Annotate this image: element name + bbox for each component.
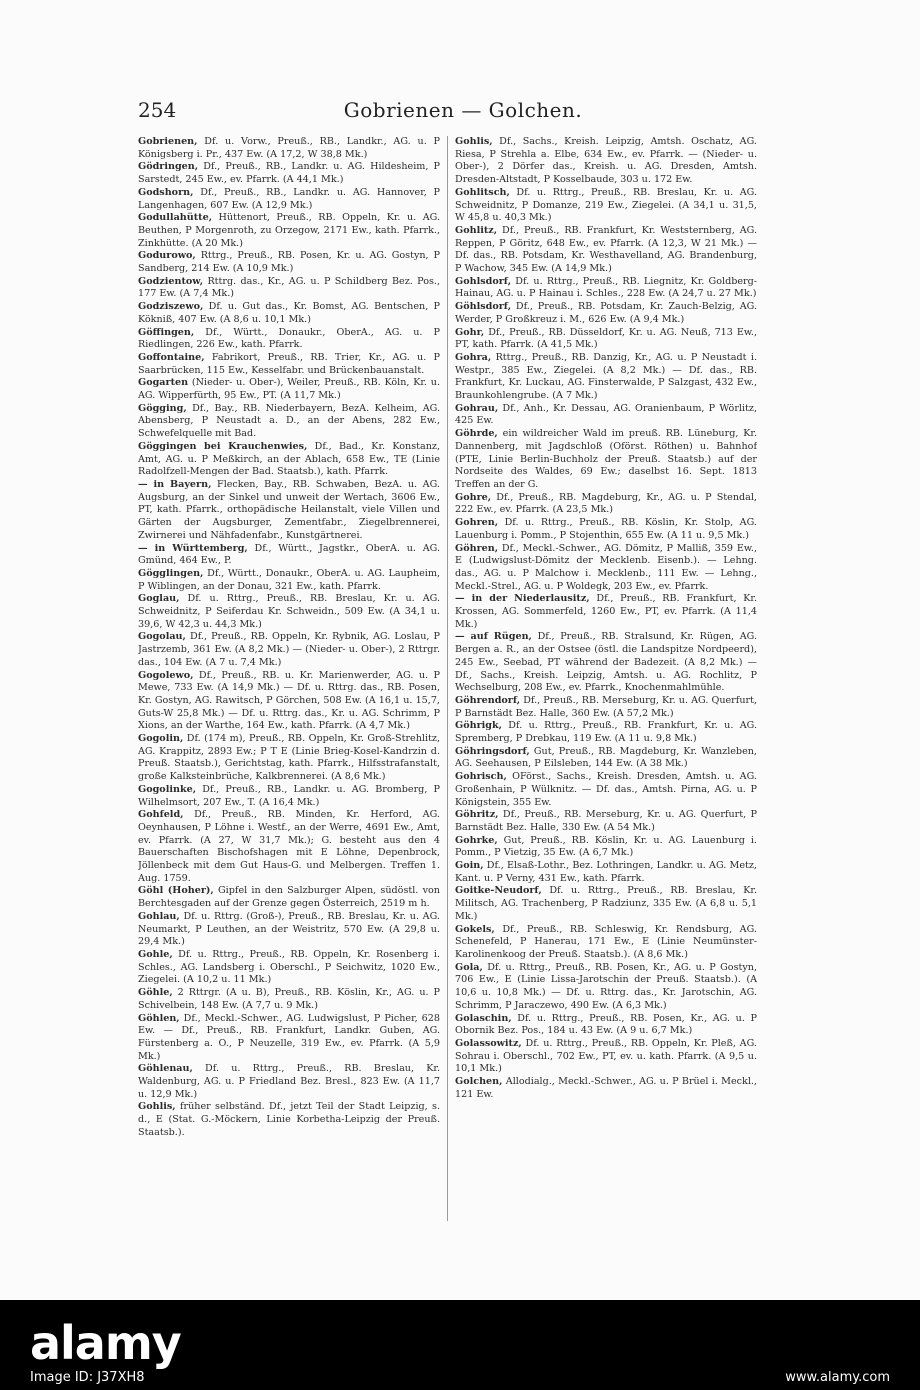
dictionary-entry [455,136,757,187]
entry-text: Df. u. Rttrg., Preuß., RB. Posen, Kr., AG. u. P Gostyn, 706 Ew., E (Linie Lissa-Jarotschin der Preuß. Staatsb.). (A 10,6 u. 10,8 Mk.) — Df. u. Rttrg. das., Kr. Jarotschin, AG. Schrimm, P Jaraczewo, 490 Ew. (A 6,3 Mk.) [455,961,757,1011]
entry-text: Df., Preuß., RB. Stralsund, Kr. Rügen, AG. Bergen a. R., an der Ostsee (östl. die Landspitze Nordpeerd), 245 Ew., Seebad, PT während der Badezeit. (A 8,2 Mk.) — Df., Sachs., Kreish. Leipzig, Amtsh. u. AG. Rochlitz, P Wechselburg, 208 Ew., ev. Pfarrk., Knochenmahlmühle. [455,631,757,694]
entry-headword: Gokels, [455,923,495,935]
dictionary-entry [455,631,757,695]
dictionary-entry [138,403,440,441]
dictionary-entry [455,276,757,301]
entry-text: Df., Meckl.-Schwer., AG. Ludwigslust, P Picher, 628 Ew. — Df., Preuß., RB. Frankfurt, Landkr. Guben, AG. Fürstenberg a. O., P Neuzelle, 319 Ew., ev. Pfarrk. (A 5,9 Mk.) [138,1012,440,1062]
dictionary-entry [455,962,757,1013]
dictionary-entry [455,187,757,225]
entry-headword: Gohfeld, [138,809,184,821]
entry-text: Df., Preuß., RB. Minden, Kr. Herford, AG. Oeynhausen, P Löhne i. Westf., an der Werre, 4691 Ew., Amt, ev. Pfarrk. (A 27, W 31,7 Mk.); G. besteht aus den 4 Bauerschaften Bischofshagen mit E Löhne, Depenbrock, Jöllenbeck mit dem Gut Haus-G. und Melbergen. Treffen 1. Aug. 1759. [138,809,440,884]
entry-text: Df. u. Rttrg., Preuß., RB. Liegnitz, Kr. Goldberg-Hainau, AG. u. P Hainau i. Schles., 228 Ew. (A 24,7 u. 27 Mk.) [455,275,757,300]
dictionary-entry [455,1038,757,1076]
dictionary-entry [455,543,757,594]
entry-text: früher selbständ. Df., jetzt Teil der Stadt Leipzig, s. d., E (Stat. G.-Möckern, Linie Korbetha-Leipzig der Preuß. Staatsb.). [138,1101,440,1138]
entry-text: Df. u. Vorw., Preuß., RB., Landkr., AG. u. P Königsberg i. Pr., 437 Ew. (A 17,2, W 38,8 Mk.) [138,136,440,160]
entry-text: Df. u. Rttrg. (Groß-), Preuß., RB. Breslau, Kr. u. AG. Neumarkt, P Leuthen, an der Weistritz, 570 Ew. (A 29,8 u. 29,4 Mk.) [138,910,440,948]
entry-text: Df. u. Rttrg., Preuß., RB. Frankfurt, Kr. u. AG. Spremberg, P Drebkau, 119 Ew. (A 11 u. 9,8 Mk.) [455,720,757,745]
entry-text: Df., Preuß., RB. u. Kr. Marienwerder, AG. u. P Mewe, 733 Ew. (A 14,9 Mk.) — Df. u. Rttrg. das., RB. Posen, Kr. Gostyn, AG. Rawitsch, P Görchen, 508 Ew. (A 16,1 u. 15,7, Guts-W 25,8 Mk.) — Df. u. Rttrg. das., Kr. u. AG. Schrimm, P Xions, an der Warthe, 164 Ew., kath. Pfarrk. (A 4,7 Mk.) [138,669,440,732]
entry-headword: Gogolin, [138,733,184,745]
entry-text: Df. u. Rttrg., Preuß., RB. Köslin, Kr. Stolp, AG. Lauenburg i. Pomm., P Stojenthin, 655 Ew. (A 11 u. 9,5 Mk.) [455,517,757,541]
entry-text: Df., Württ., Jagstkr., OberA. u. AG. Gmünd, 464 Ew., P. [138,542,440,567]
entry-text: 2 Rttrgr. (A u. B), Preuß., RB. Köslin, Kr., AG. u. P Schivelbein, 148 Ew. (A 7,7 u. 9 Mk.) [138,987,440,1011]
entry-headword: Gohlis, [138,1101,176,1113]
dictionary-entry [455,593,757,631]
entry-text: Df. u. Rttrg., Preuß., RB. Breslau, Kr. u. AG. Schweidnitz, P Seiferdau Kr. Schweidn., 509 Ew. (A 34,1 u. 39,6, W 42,3 u. 44,3 Mk.) [138,593,440,630]
entry-headword: Gobrienen, [138,136,198,147]
dictionary-entry [455,924,757,962]
dictionary-entry [138,479,440,543]
entry-text: Df. u. Rttrg., Preuß., RB. Breslau, Kr. Waldenburg, AG. u. P Friedland Bez. Bresl., 823 Ew. (A 11,7 u. 12,9 Mk.) [138,1063,440,1100]
entry-text: Hüttenort, Preuß., RB. Oppeln, Kr. u. AG. Beuthen, P Morgenroth, zu Orzegow, 2171 Ew., kath. Pfarrk., Zinkhütte. (A 20 Mk.) [138,212,440,249]
entry-headword: Göhren, [455,542,499,554]
entry-text: Df., Preuß., RB. Düsseldorf, Kr. u. AG. Neuß, 713 Ew., PT, kath. Pfarrk. (A 41,5 Mk.) [455,326,757,351]
entry-headword: Gohren, [455,517,499,529]
entry-headword: Gödringen, [138,161,199,173]
entry-headword: Gohrisch, [455,771,507,783]
page-number: 254 [138,98,177,122]
dictionary-entry [455,809,757,834]
dictionary-entry [455,1076,757,1101]
dictionary-entry [138,809,440,885]
dictionary-entry [138,543,440,568]
entry-headword: Gögglingen, [138,567,204,579]
entry-text: Df., Preuß., RB. Schleswig, Kr. Rendsburg, AG. Schenefeld, P Hanerau, 171 Ew., E (Linie Neumünster-Karolinenkoog der Preuß. Staatsb.). (A 8,6 Mk.) [455,923,757,960]
entry-headword: — in der Niederlausitz, [455,593,590,605]
dictionary-entry [138,631,440,669]
entry-text: (Nieder- u. Ober-), Weiler, Preuß., RB. Köln, Kr. u. AG. Wipperfürth, 95 Ew., PT. (A 11,7 Mk.) [138,377,440,402]
dictionary-entry [455,428,757,492]
dictionary-entry [138,987,440,1012]
entry-text: Df. u. Gut das., Kr. Bomst, AG. Bentschen, P Kökniß, 407 Ew. (A 8,6 u. 10,1 Mk.) [138,301,440,325]
dictionary-entry [138,377,440,402]
entry-text: Allodialg., Meckl.-Schwer., AG. u. P Brüel i. Meckl., 121 Ew. [455,1076,757,1100]
stock-url-label: www.alamy.com [785,1370,890,1385]
entry-text: Df., Anh., Kr. Dessau, AG. Oranienbaum, P Wörlitz, 425 Ew. [455,402,757,427]
dictionary-entry [138,327,440,352]
entry-headword: Goglau, [138,593,180,605]
entry-text: OFörst., Sachs., Kreish. Dresden, Amtsh. u. AG. Großenhain, P Wülknitz. — Df. das., Amtsh. Pirna, AG. u. P Königstein, 355 Ew. [455,771,757,808]
image-id-label: Image ID: J37XH8 [30,1370,145,1385]
page-header [138,98,788,124]
entry-headword: Godshorn, [138,186,194,198]
entry-text: Df., Preuß., RB. Merseburg, Kr. u. AG. Querfurt, P Barnstädt Bez. Halle, 330 Ew. (A 54 Mk.) [455,809,757,833]
entry-headword: Godurowo, [138,250,196,262]
dictionary-entry [455,492,757,517]
dictionary-entry [138,885,440,910]
dictionary-entry [455,860,757,885]
entry-headword: Gohlis, [455,136,493,147]
entry-headword: Gogolewo, [138,669,194,681]
entry-text: Df., Preuß., RB. Frankfurt, Kr. Weststernberg, AG. Reppen, P Göritz, 648 Ew., ev. Pfarrk. (A 12,3, W 21 Mk.) — Df. das., RB. Potsdam, Kr. Westhavelland, AG. Brandenburg, P Wachow, 345 Ew. (A 14,9 Mk.) [455,224,757,275]
entry-headword: — in Württemberg, [138,542,248,554]
entry-text: Gut, Preuß., RB. Köslin, Kr. u. AG. Lauenburg i. Pomm., P Vietzig, 35 Ew. (A 6,7 Mk.) [455,834,757,859]
entry-text: Rttrg. das., Kr., AG. u. P Schildberg Bez. Pos., 177 Ew. (A 7,4 Mk.) [138,275,440,300]
entry-text: Gipfel in den Salzburger Alpen, südöstl. von Berchtesgaden auf der Grenze gegen Österreich, 2519 m h. [138,885,440,910]
entry-text: Df., Sachs., Kreish. Leipzig, Amtsh. Oschatz, AG. Riesa, P Strehla a. Elbe, 634 Ew., ev. Pfarrk. — (Nieder- u. Ober-), 2 Dörfer das., Kreish. u. AG. Dresden, Amtsh. Dresden-Altstadt, P Kosselbaude, 303 u. 172 Ew. [455,136,757,186]
entry-text: Df., Preuß., RB. Potsdam, Kr. Zauch-Belzig, AG. Werder, P Großkreuz i. M., 626 Ew. (A 9,4 Mk.) [455,301,757,325]
dictionary-entry [455,225,757,276]
entry-headword: Godullahütte, [138,212,213,224]
entry-headword: Goin, [455,860,484,872]
entry-text: Df. u. Rttrg., Preuß., RB. Oppeln, Kr. Pleß, AG. Sohrau i. Oberschl., 702 Ew., PT, ev. u. kath. Pfarrk. (A 9,5 u. 10,1 Mk.) [455,1037,757,1075]
entry-headword: Gohre, [455,491,492,503]
entry-text: Df., Meckl.-Schwer., AG. Dömitz, P Malliß, 359 Ew., E (Ludwigslust-Dömitz der Mecklenb. Eisenb.). — Lehng. das., AG. u. P Malchow i. Mecklenb., 111 Ew. — Lehng., Meckl.-Strel., AG. u. P Woldegk, 203 Ew., ev. Pfarrk. [455,542,757,592]
dictionary-entry [455,771,757,809]
entry-text: Df., Württ., Donaukr., OberA., AG. u. P Riedlingen, 226 Ew., kath. Pfarrk. [138,326,440,351]
entry-headword: Golaschin, [455,1012,512,1024]
entry-headword: Göhritz, [455,809,499,821]
entry-text: Df., Bay., RB. Niederbayern, BezA. Kelheim, AG. Abensberg, P Neustadt a. D., an der Abens, 282 Ew., Schwefelquelle mit Bad. [138,402,440,440]
entry-text: Gut, Preuß., RB. Magdeburg, Kr. Wanzleben, AG. Seehausen, P Eilsleben, 144 Ew. (A 38 Mk.) [455,745,757,770]
entry-text: Df., Preuß., RB. Merseburg, Kr. u. AG. Querfurt, P Barnstädt Bez. Halle, 360 Ew. (A 57,2 Mk.) [455,694,757,719]
entry-text: Df., Elsaß-Lothr., Bez. Lothringen, Landkr. u. AG. Metz, Kant. u. P Verny, 431 Ew., kath. Pfarrk. [455,860,757,884]
dictionary-entry [455,327,757,352]
entry-headword: — in Bayern, [138,478,212,490]
dictionary-entry [138,187,440,212]
dictionary-entry [138,250,440,275]
entry-headword: Göffingen, [138,326,195,338]
dictionary-entry [138,1063,440,1101]
dictionary-entry [138,949,440,987]
dictionary-entry [138,352,440,377]
dictionary-entry [138,593,440,631]
entry-headword: Gohlitsch, [455,186,510,198]
watermark-logo: alamy [30,1316,181,1370]
entry-text: Flecken, Bay., RB. Schwaben, BezA. u. AG. Augsburg, an der Sinkel und unweit der Wertach, 3606 Ew., PT, kath. Pfarrk., orthopädische Heilanstalt, viele Villen und Gärten der Augsburger, Zementfabr., Ziegelbrennerei, Zwirnerei und Nähfadenfabr., Kunstgärtnerei. [138,478,440,541]
dictionary-entry [455,695,757,720]
dictionary-entry [455,301,757,326]
entry-text: Df., Bad., Kr. Konstanz, Amt, AG. u. P Meßkirch, an der Ablach, 658 Ew., TE (Linie Radolfzell-Mengen der Bad. Staatsb.), kath. Pfarrk. [138,440,440,478]
entry-headword: Gogolinke, [138,783,197,795]
entry-headword: Gohlau, [138,910,180,922]
dictionary-entry [455,835,757,860]
dictionary-entry [138,784,440,809]
entry-headword: — auf Rügen, [455,631,532,643]
column-divider [447,136,448,1221]
entry-headword: Göhrendorf, [455,694,521,706]
entry-text: Df., Preuß., RB. Magdeburg, Kr., AG. u. P Stendal, 222 Ew., ev. Pfarrk. (A 23,5 Mk.) [455,491,757,516]
dictionary-entry [138,733,440,784]
entry-headword: Gohra, [455,351,492,363]
dictionary-entry [138,301,440,326]
entry-text: Df. u. Rttrg., Preuß., RB. Posen, Kr., AG. u. P Obornik Bez. Pos., 184 u. 43 Ew. (A 9 u. 6,7 Mk.) [455,1012,757,1037]
dictionary-entry [455,1013,757,1038]
entry-headword: Golassowitz, [455,1037,522,1049]
entry-text: Df., Württ., Donaukr., OberA. u. AG. Laupheim, P Wiblingen, an der Donau, 321 Ew., kath. Pfarrk. [138,567,440,592]
entry-text: Df. (174 m), Preuß., RB. Oppeln, Kr. Groß-Strehlitz, AG. Krappitz, 2893 Ew.; P T E (Linie Brieg-Kosel-Kandrzin d. Preuß. Staatsb.), Gerichtstag, kath. Pfarrk., Hilfsstrafanstalt, große Kalksteinbrüche, Kalkbrennerei. (A 8,6 Mk.) [138,733,440,783]
entry-text: Df., Preuß., RB., Landkr. u. AG. Hildesheim, P Sarstedt, 245 Ew., ev. Pfarrk. (A 44,1 Mk.) [138,161,440,186]
dictionary-entry [138,136,440,161]
entry-headword: Gohlitz, [455,224,498,236]
dictionary-entry [455,885,757,923]
entry-headword: Goffontaine, [138,351,205,363]
entry-headword: Gola, [455,961,483,973]
dictionary-entry [455,517,757,542]
dictionary-entry [138,670,440,734]
entry-headword: Gohrke, [455,834,498,846]
dictionary-entry [138,276,440,301]
entry-text: Df., Preuß., RB. Frankfurt, Kr. Krossen, AG. Sommerfeld, 1260 Ew., PT, ev. Pfarrk. (A 11,4 Mk.) [455,593,757,630]
entry-headword: Gogarten [138,377,189,389]
entry-headword: Goitke-Neudorf, [455,885,542,897]
entry-headword: Godziszewo, [138,301,204,313]
entry-text: Df., Preuß., RB., Landkr. u. AG. Bromberg, P Wilhelmsort, 207 Ew., T. (A 16,4 Mk.) [138,783,440,808]
entry-text: Rttrg., Preuß., RB. Danzig, Kr., AG. u. P Neustadt i. Westpr., 385 Ew., Ziegelei. (A 8,2 Mk.) — Df. das., RB. Frankfurt, Kr. Luckau, AG. Finsterwalde, P Salzgast, 432 Ew., Braunkohlengrube. (A 7 Mk.) [455,351,757,402]
entry-headword: Göhlsdorf, [455,301,512,313]
dictionary-entry [455,403,757,428]
running-title: Gobrienen — Golchen. [343,98,583,122]
dictionary-entry [138,441,440,479]
dictionary-entry [138,161,440,186]
dictionary-entry [138,1101,440,1139]
entry-text: Df. u. Rttrg., Preuß., RB. Breslau, Kr. Militsch, AG. Trachenberg, P Radziunz, 335 Ew. (A 6,8 u. 5,1 Mk.) [455,885,757,922]
dictionary-entry [138,1013,440,1064]
entry-headword: Göhrde, [455,428,498,440]
dictionary-entry [455,746,757,771]
entry-headword: Gögging, [138,402,187,414]
dictionary-entry [138,212,440,250]
entry-headword: Gohle, [138,949,173,960]
entry-headword: Göhlen, [138,1012,180,1024]
entry-headword: Godzientow, [138,275,204,287]
entry-headword: Göhrigk, [455,720,502,732]
entry-headword: Göhle, [138,987,173,999]
dictionary-entry [138,568,440,593]
entry-text: Fabrikort, Preuß., RB. Trier, Kr., AG. u. P Saarbrücken, 115 Ew., Kesselfabr. und Brückenbauanstalt. [138,351,440,376]
entry-headword: Gohr, [455,326,485,338]
entry-headword: Golchen, [455,1076,503,1088]
entry-headword: Göggingen bei Krauchenwies, [138,440,308,452]
entry-headword: Gogolau, [138,631,186,643]
left-column [138,136,440,1276]
entry-text: Df., Preuß., RB., Landkr. u. AG. Hannover, P Langenhagen, 607 Ew. (A 12,9 Mk.) [138,186,440,211]
dictionary-entry [455,352,757,403]
entry-headword: Gohrau, [455,402,499,414]
entry-headword: Göhlenau, [138,1063,193,1075]
entry-text: Df., Preuß., RB. Oppeln, Kr. Rybnik, AG. Loslau, P Jastrzemb, 361 Ew. (A 8,2 Mk.) — (Nieder- u. Ober-), 2 Rttrgr. das., 104 Ew. (A 7 u. 7,4 Mk.) [138,631,440,668]
dictionary-entry [138,911,440,949]
entry-text: ein wildreicher Wald im preuß. RB. Lüneburg, Kr. Dannenberg, mit Jagdschloß (Oförst. Röthen) u. Bahnhof (PTE, Linie Berlin-Buchholz der Preuß. Staatsb.) auf der Nordseite des Waldes, 69 Ew.; daselbst 16. Sept. 1813 Treffen an der G. [455,428,757,490]
dictionary-entry [455,720,757,745]
entry-headword: Gohlsdorf, [455,275,512,287]
entry-text: Df. u. Rttrg., Preuß., RB. Breslau, Kr. u. AG. Schweidnitz, P Domanze, 219 Ew., Ziegelei. (A 34,1 u. 31,5, W 45,8 u. 40,3 Mk.) [455,186,757,224]
entry-headword: Göhringsdorf, [455,745,530,757]
entry-text: Df. u. Rttrg., Preuß., RB. Oppeln, Kr. Rosenberg i. Schles., AG. Landsberg i. Oberschl., P Seichwitz, 1020 Ew., Ziegelei. (A 10,2 u. 11 Mk.) [138,949,440,986]
right-column [455,136,757,1276]
entry-headword: Göhl (Hoher), [138,885,214,897]
entry-text: Rttrg., Preuß., RB. Posen, Kr. u. AG. Gostyn, P Sandberg, 214 Ew. (A 10,9 Mk.) [138,250,440,275]
